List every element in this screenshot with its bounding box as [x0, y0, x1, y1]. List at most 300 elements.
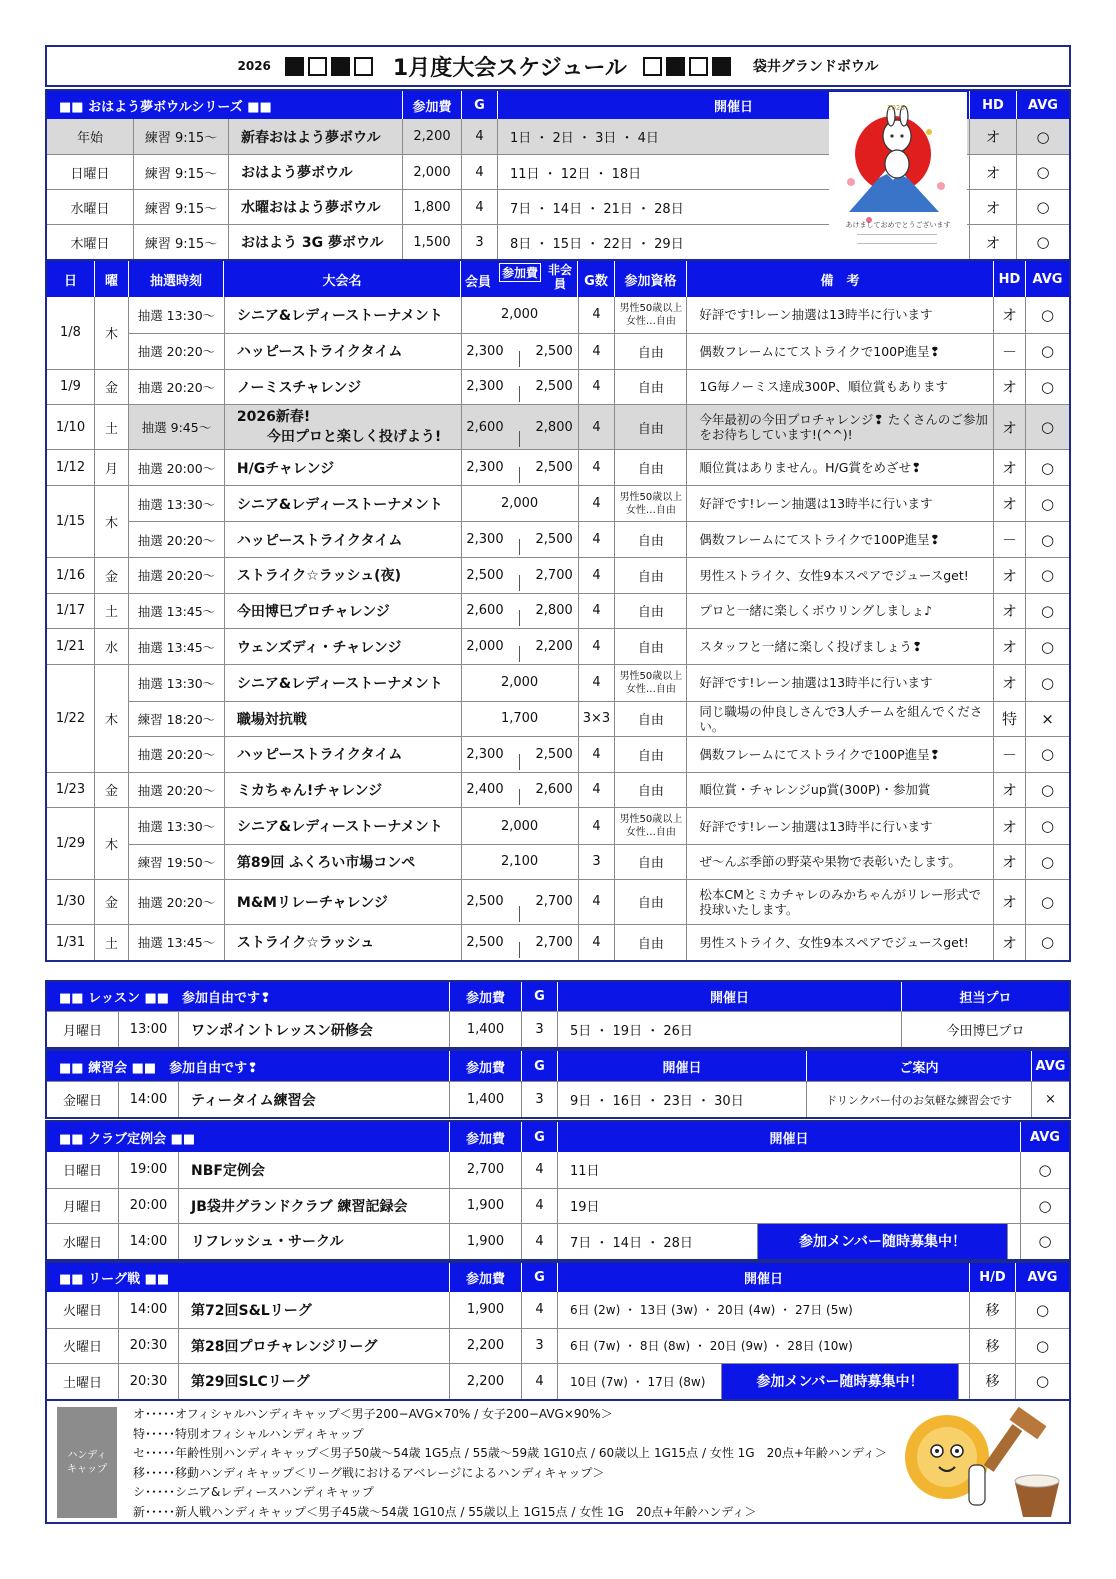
league-avg: ○: [1015, 1364, 1069, 1399]
morning-fee: 1,800: [402, 190, 461, 224]
legend-line: オ･････オフィシャルハンディキャップ＜男子200−AVG×70% / 女子200−AVG×90%＞: [133, 1407, 613, 1421]
avg-flag: ○: [1025, 370, 1069, 405]
tournament-events: [128, 450, 1069, 485]
handicap-type: オ: [993, 558, 1025, 593]
tournament-events: [128, 629, 1069, 664]
nonmember-fee: 2,800: [535, 419, 573, 435]
tournament-day-group: [47, 449, 1069, 485]
club-time: 20:00: [118, 1189, 178, 1224]
club-name: NBF定例会: [178, 1152, 449, 1188]
morning-practice-time: 練習 9:15～: [133, 225, 228, 259]
game-count: 4: [578, 450, 615, 485]
tournament-row: [129, 808, 1069, 843]
venue-name: 袋井グランドボウル: [752, 59, 879, 75]
qualification: 自由: [614, 450, 686, 485]
club-name: リフレッシュ・サークル: [178, 1224, 449, 1259]
title-bar: [45, 45, 1071, 87]
remarks: 偶数フレームにてストライクで100P進呈❢: [686, 737, 993, 771]
legend-line: 特･････特別オフィシャルハンディキャップ: [133, 1426, 364, 1441]
lesson-row: [47, 1011, 1069, 1047]
fee-separator: [519, 467, 520, 483]
league-row: [47, 1363, 1069, 1399]
tournament-row: [129, 844, 1069, 879]
morning-dates: 7日 ・ 14日 ・ 21日 ・ 28日: [497, 190, 969, 224]
qualification-line2: 女性…自由: [625, 827, 676, 838]
avg-flag: ○: [1025, 737, 1069, 771]
qualification: 自由: [614, 880, 686, 924]
lesson-name: ワンポイントレッスン研修会: [178, 1012, 449, 1047]
member-header: 会員: [465, 275, 492, 290]
club-g: 4: [521, 1224, 557, 1259]
tournament-name: ストライク☆ラッシュ: [224, 925, 461, 960]
draw-time: 抽選 20:20～: [137, 344, 216, 360]
fee-group: [461, 334, 578, 369]
tournament-dow: 水: [94, 629, 128, 664]
league-spacer: [958, 1364, 969, 1399]
tournament-name: シニア&レディーストーナメント: [224, 665, 461, 700]
practice-day: 金曜日: [62, 1094, 102, 1109]
tournament-row: [129, 594, 1069, 629]
morning-series-title: ■■ おはよう夢ボウルシリーズ ■■: [59, 99, 272, 115]
remarks: 好評です!レーン抽選は13時半に行います: [686, 665, 993, 700]
qualification: 自由: [614, 629, 686, 664]
lesson-fee: 1,400: [449, 1012, 521, 1047]
qualification: [614, 665, 686, 700]
lesson-fee-header: 参加費: [449, 982, 521, 1011]
league-hd: 移: [969, 1364, 1015, 1399]
lesson-table: [45, 980, 1071, 1049]
draw-time: 抽選 13:30～: [137, 307, 216, 323]
tournament-day-group: [47, 807, 1069, 879]
tournament-name: [224, 405, 461, 449]
tournament-row: [129, 880, 1069, 924]
draw-time: 抽選 20:20～: [137, 532, 216, 548]
qualification: [614, 297, 686, 333]
tournament-date: 1/22: [55, 710, 86, 726]
fee-flat: 1,700: [461, 702, 578, 736]
tournament-dow: 木: [94, 665, 128, 771]
draw-time: 抽選 20:00～: [137, 460, 216, 476]
club-row: [47, 1152, 1069, 1188]
league-title: ■■ リーグ戦 ■■: [59, 1272, 170, 1287]
fee-group: [461, 594, 578, 629]
decor-squares-right: [643, 56, 735, 76]
legend-label-1: ハンディ: [67, 1449, 107, 1461]
morning-games: 4: [461, 190, 497, 224]
tournament-date: 1/16: [55, 567, 86, 583]
tournament-name: 今田博巳プロチャレンジ: [224, 594, 461, 629]
tournament-dow: 土: [94, 405, 128, 449]
avg-flag: ×: [1025, 702, 1069, 736]
league-dates: 6日 (7w) ・ 8日 (8w) ・ 20日 (9w) ・ 28日 (10w): [557, 1329, 969, 1364]
fee-header-group: [460, 261, 577, 297]
draw-time: 練習 18:20～: [137, 711, 216, 727]
morning-name: おはよう 3G 夢ボウル: [228, 225, 402, 259]
draw-time: 抽選 13:45～: [137, 603, 216, 619]
morning-hd: オ: [969, 225, 1016, 259]
tournament-name: 第89回 ふくろい市場コンペ: [224, 845, 461, 879]
games-header: G: [461, 91, 497, 119]
morning-name: おはよう夢ボウル: [228, 155, 402, 189]
tournament-name-line2: 今田プロと楽しく投げよう!: [266, 429, 442, 446]
tournament-date: 1/21: [55, 639, 86, 655]
tournament-name: ウェンズディ・チャレンジ: [224, 629, 461, 664]
tournament-day-group: [47, 557, 1069, 593]
club-avg: ○: [1020, 1189, 1069, 1224]
lesson-day: 月曜日: [62, 1024, 102, 1039]
practice-time: 14:00: [118, 1082, 178, 1117]
qualification: 自由: [614, 925, 686, 960]
tournament-row: [129, 736, 1069, 771]
tournament-day-group: [47, 369, 1069, 405]
league-fee: 1,900: [449, 1292, 521, 1328]
tournament-date: 1/23: [55, 782, 86, 798]
tournament-name: ノーミスチャレンジ: [224, 370, 461, 405]
practice-g-header: G: [521, 1051, 557, 1081]
legend-label-box: [57, 1407, 117, 1518]
league-dates: 6日 (2w) ・ 13日 (3w) ・ 20日 (4w) ・ 27日 (5w): [557, 1292, 969, 1328]
game-count: 4: [578, 925, 615, 960]
practice-table: [45, 1049, 1071, 1119]
tournament-dow: 金: [94, 370, 128, 405]
league-row: [47, 1328, 1069, 1364]
tournament-name: シニア&レディーストーナメント: [224, 808, 461, 843]
handicap-type: オ: [993, 594, 1025, 629]
qualification: 自由: [614, 845, 686, 879]
tournament-row: [129, 450, 1069, 485]
qualification-line1: 男性50歳以上: [619, 491, 683, 503]
tournament-row: [129, 629, 1069, 664]
hd-header: HD: [993, 261, 1025, 297]
tournament-date: 1/30: [55, 894, 86, 910]
morning-games: 3: [461, 225, 497, 259]
handicap-type: オ: [993, 629, 1025, 664]
tournament-name: H/Gチャレンジ: [224, 450, 461, 485]
club-dates-header: 開催日: [557, 1122, 1020, 1152]
practice-dates-header: 開催日: [557, 1051, 806, 1081]
morning-practice-time: 練習 9:15～: [133, 119, 228, 154]
game-count: 4: [578, 594, 615, 629]
legend-label-2: キャップ: [67, 1463, 107, 1475]
game-count: 4: [578, 522, 615, 556]
avg-flag: ○: [1025, 808, 1069, 843]
club-day: 日曜日: [62, 1164, 102, 1180]
avg-flag: ○: [1025, 334, 1069, 369]
qualification: 自由: [614, 702, 686, 736]
nonmember-fee: 2,700: [535, 567, 573, 583]
nonmember-fee: 2,700: [535, 934, 573, 950]
fee-separator: [519, 539, 520, 555]
fee-group: [461, 629, 578, 664]
avg-flag: ○: [1025, 486, 1069, 521]
game-count: 3×3: [578, 702, 615, 736]
league-name: 第29回SLCリーグ: [178, 1364, 449, 1399]
handicap-type: オ: [993, 665, 1025, 700]
morning-avg: ○: [1016, 190, 1069, 224]
morning-day: 年始: [76, 131, 103, 146]
game-count: 4: [578, 297, 615, 333]
remarks: 偶数フレームにてストライクで100P進呈❢: [686, 522, 993, 556]
practice-fee: 1,400: [449, 1082, 521, 1117]
morning-dates: 8日 ・ 15日 ・ 22日 ・ 29日: [497, 225, 969, 259]
dates-header: 開催日: [497, 91, 969, 119]
draw-time: 抽選 20:20～: [137, 747, 216, 763]
club-day: 月曜日: [62, 1200, 102, 1216]
club-spacer: [1007, 1224, 1020, 1259]
fee-header: 参加費: [499, 263, 541, 282]
league-time: 20:30: [118, 1364, 178, 1399]
tournament-row: [129, 405, 1069, 449]
avg-flag: ○: [1025, 665, 1069, 700]
qualification: [614, 486, 686, 521]
legend-lines: [133, 1405, 949, 1522]
card-year: 2026: [887, 104, 905, 112]
league-day: 火曜日: [62, 1340, 102, 1356]
tournament-day-group: [47, 297, 1069, 369]
morning-games: 4: [461, 155, 497, 189]
tournament-day-group: [47, 924, 1069, 960]
remarks: ぜ～んぶ季節の野菜や果物で表彰いたします。: [686, 845, 993, 879]
fee-separator: [519, 431, 520, 447]
lesson-pro-header: 担当プロ: [901, 982, 1069, 1011]
tournament-events: [128, 370, 1069, 405]
tournament-row: [129, 665, 1069, 700]
remarks: 男性ストライク、女性9本スペアでジュースget!: [686, 925, 993, 960]
draw-time: 抽選 13:30～: [137, 675, 216, 691]
avg-flag: ○: [1025, 629, 1069, 664]
practice-name: ティータイム練習会: [178, 1082, 449, 1117]
practice-avg: ×: [1031, 1082, 1069, 1117]
recruit-banner: 参加メンバー随時募集中！: [721, 1364, 958, 1399]
remarks: 同じ職場の仲良しさんで3人チームを組んでください。: [686, 702, 993, 736]
tournament-name: ミカちゃん!チャレンジ: [224, 773, 461, 808]
remarks: 男性ストライク、女性9本スペアでジュースget!: [686, 558, 993, 593]
practice-info: ドリンクバー付のお気軽な練習会です: [806, 1082, 1031, 1117]
club-title: ■■ クラブ定例会 ■■: [59, 1131, 196, 1147]
game-count: 4: [578, 486, 615, 521]
draw-time: 抽選 20:20～: [137, 782, 216, 798]
tournament-dow: 土: [94, 594, 128, 629]
tournament-date: 1/29: [55, 836, 86, 852]
handicap-type: 特: [993, 702, 1025, 736]
handicap-legend: [45, 1399, 1071, 1524]
tournament-events: [128, 558, 1069, 593]
fee-separator: [519, 906, 520, 922]
morning-name: 新春おはよう夢ボウル: [228, 119, 402, 154]
tournament-dow: 金: [94, 880, 128, 924]
draw-time: 抽選 20:20～: [137, 894, 216, 910]
draw-time: 抽選 13:30～: [137, 496, 216, 512]
tournament-events: [128, 486, 1069, 557]
league-fee: 2,200: [449, 1364, 521, 1399]
draw-time: 練習 19:50～: [137, 854, 216, 870]
qualification-line2: 女性…自由: [625, 504, 676, 516]
tournament-dow: 月: [94, 450, 128, 485]
club-row: [47, 1223, 1069, 1259]
club-fee: 1,900: [449, 1224, 521, 1259]
league-g: 3: [521, 1329, 557, 1364]
club-header: [47, 1122, 1069, 1152]
qualification-line1: 男性50歳以上: [619, 814, 683, 825]
nonmember-fee: 2,500: [535, 460, 573, 476]
decor-squares-left: [285, 56, 377, 76]
member-fee: 2,500: [466, 894, 504, 910]
member-fee: 2,300: [466, 460, 504, 476]
remarks: プロと一緒に楽しくボウリングしましょ♪: [686, 594, 993, 629]
club-avg: ○: [1020, 1224, 1069, 1259]
remarks: 今年最初の今田プロチャレンジ❢ たくさんのご参加をお待ちしています!(^^)!: [686, 405, 993, 449]
morning-dates: 1日 ・ 2日 ・ 3日 ・ 4日: [497, 119, 969, 154]
league-row: [47, 1292, 1069, 1328]
avg-flag: ○: [1025, 845, 1069, 879]
handicap-type: オ: [993, 370, 1025, 405]
draw-time: 抽選 20:20～: [137, 568, 216, 584]
tournament-row: [129, 486, 1069, 521]
league-header: [47, 1263, 1069, 1292]
club-row: [47, 1188, 1069, 1224]
remarks: スタッフと一緒に楽しく投げましょう❢: [686, 629, 993, 664]
fee-group: [461, 880, 578, 924]
league-name: 第72回S&Lリーグ: [178, 1292, 449, 1328]
game-count: 4: [578, 808, 615, 843]
tournament-name: 職場対抗戦: [224, 702, 461, 736]
new-year-card: [829, 92, 967, 258]
lesson-g: 3: [521, 1012, 557, 1047]
club-dates: 7日 ・ 14日 ・ 28日: [557, 1224, 757, 1259]
league-hd-header: H/D: [969, 1263, 1015, 1292]
club-time: 14:00: [118, 1224, 178, 1259]
club-name: JB袋井グランドクラブ 練習記録会: [178, 1189, 449, 1224]
remarks: 1G毎ノーミス達成300P、順位賞もあります: [686, 370, 993, 405]
page-title: 1月度大会スケジュール: [392, 55, 627, 81]
member-fee: 2,300: [466, 379, 504, 395]
club-avg-header: AVG: [1020, 1122, 1069, 1152]
fee-separator: [519, 386, 520, 402]
nonmember-fee: 2,200: [535, 639, 573, 655]
tournament-name: ハッピーストライクタイム: [224, 334, 461, 369]
remarks: 順位賞はありません。H/G賞をめざせ❢: [686, 450, 993, 485]
tournament-date: 1/15: [55, 513, 86, 529]
league-day: 火曜日: [62, 1304, 102, 1320]
tournament-table: [45, 259, 1071, 962]
handicap-type: オ: [993, 808, 1025, 843]
nonmember-fee: 2,500: [535, 532, 573, 548]
fee-group: [461, 558, 578, 593]
tournament-name: シニア&レディーストーナメント: [224, 486, 461, 521]
practice-header: [47, 1051, 1069, 1081]
qualification: 自由: [614, 370, 686, 405]
tournament-name: ストライク☆ラッシュ(夜): [224, 558, 461, 593]
tournament-day-group: [47, 628, 1069, 664]
handicap-type: オ: [993, 773, 1025, 808]
avg-flag: ○: [1025, 297, 1069, 333]
club-fee-header: 参加費: [449, 1122, 521, 1152]
morning-day: 水曜日: [70, 201, 110, 217]
practice-dates: 9日 ・ 16日 ・ 23日 ・ 30日: [557, 1082, 806, 1117]
tournament-day-group: [47, 879, 1069, 924]
league-hd: 移: [969, 1292, 1015, 1328]
morning-name: 水曜おはよう夢ボウル: [228, 190, 402, 224]
league-name: 第28回プロチャレンジリーグ: [178, 1329, 449, 1364]
tournament-row: [129, 925, 1069, 960]
league-g-header: G: [521, 1263, 557, 1292]
game-count: 4: [578, 737, 615, 771]
fee-separator: [519, 575, 520, 591]
fee-group: [461, 370, 578, 405]
tournament-events: [128, 594, 1069, 629]
member-fee: 2,400: [466, 782, 504, 798]
practice-title: ■■ 練習会 ■■ 参加自由です❢: [59, 1060, 259, 1076]
member-fee: 2,000: [466, 639, 504, 655]
league-dates: 10日 (7w) ・ 17日 (8w): [557, 1364, 721, 1399]
game-count: 4: [578, 880, 615, 924]
qualification: 自由: [614, 558, 686, 593]
tournament-row: [129, 521, 1069, 556]
club-time: 19:00: [118, 1152, 178, 1188]
fee-flat: 2,000: [461, 297, 578, 333]
morning-avg: ○: [1016, 155, 1069, 189]
tournament-row: [129, 297, 1069, 333]
tournament-date: 1/31: [55, 934, 86, 950]
tournament-date: 1/17: [55, 603, 86, 619]
tournament-dow: 土: [94, 925, 128, 960]
qualification-line1: 男性50歳以上: [619, 302, 683, 314]
avg-flag: ○: [1025, 558, 1069, 593]
qual-header: 参加資格: [614, 261, 686, 297]
hd-header: HD: [969, 91, 1016, 119]
avg-flag: ○: [1025, 594, 1069, 629]
tournament-name: ハッピーストライクタイム: [224, 522, 461, 556]
fee-separator: [519, 646, 520, 662]
fee-group: [461, 737, 578, 771]
qualification: 自由: [614, 737, 686, 771]
tournament-name: M&Mリレーチャレンジ: [224, 880, 461, 924]
league-hd: 移: [969, 1329, 1015, 1364]
qualification-line2: 女性…自由: [625, 683, 676, 695]
league-time: 14:00: [118, 1292, 178, 1328]
fee-separator: [519, 351, 520, 367]
league-fee: 2,200: [449, 1329, 521, 1364]
fee-separator: [519, 942, 520, 958]
lesson-time: 13:00: [118, 1012, 178, 1047]
handicap-type: オ: [993, 450, 1025, 485]
tournament-events: [128, 808, 1069, 879]
handicap-type: オ: [993, 925, 1025, 960]
legend-line: 新･････新人戦ハンディキャップ＜男子45歳～54歳 1G10点 / 55歳以上 1G15点 / 女性 1G 20点+年齢ハンディ＞: [133, 1504, 757, 1519]
avg-flag: ○: [1025, 773, 1069, 808]
lesson-g-header: G: [521, 982, 557, 1011]
avg-flag: ○: [1025, 925, 1069, 960]
club-fee: 2,700: [449, 1152, 521, 1188]
club-g: 4: [521, 1152, 557, 1188]
handicap-type: オ: [993, 405, 1025, 449]
fee-header: 参加費: [402, 91, 461, 119]
fee-group: [461, 925, 578, 960]
avg-flag: ○: [1025, 880, 1069, 924]
legend-line: セ･････年齢性別ハンディキャップ＜男子50歳～54歳 1G5点 / 55歳～59歳 1G10点 / 60歳以上 1G15点 / 女性 1G 20点+年齢ハンディ＞: [133, 1446, 887, 1460]
member-fee: 2,300: [466, 532, 504, 548]
game-count: 4: [578, 405, 615, 449]
nonmember-fee: 2,600: [535, 782, 573, 798]
qualification-line1: 男性50歳以上: [619, 670, 683, 682]
nonmember-fee: 2,800: [535, 603, 573, 619]
draw-time: 抽選 13:30～: [137, 819, 216, 834]
tournament-day-group: [47, 772, 1069, 808]
practice-g: 3: [521, 1082, 557, 1117]
fee-flat: 2,000: [461, 665, 578, 700]
fee-separator: [519, 754, 520, 770]
member-fee: 2,300: [466, 746, 504, 762]
